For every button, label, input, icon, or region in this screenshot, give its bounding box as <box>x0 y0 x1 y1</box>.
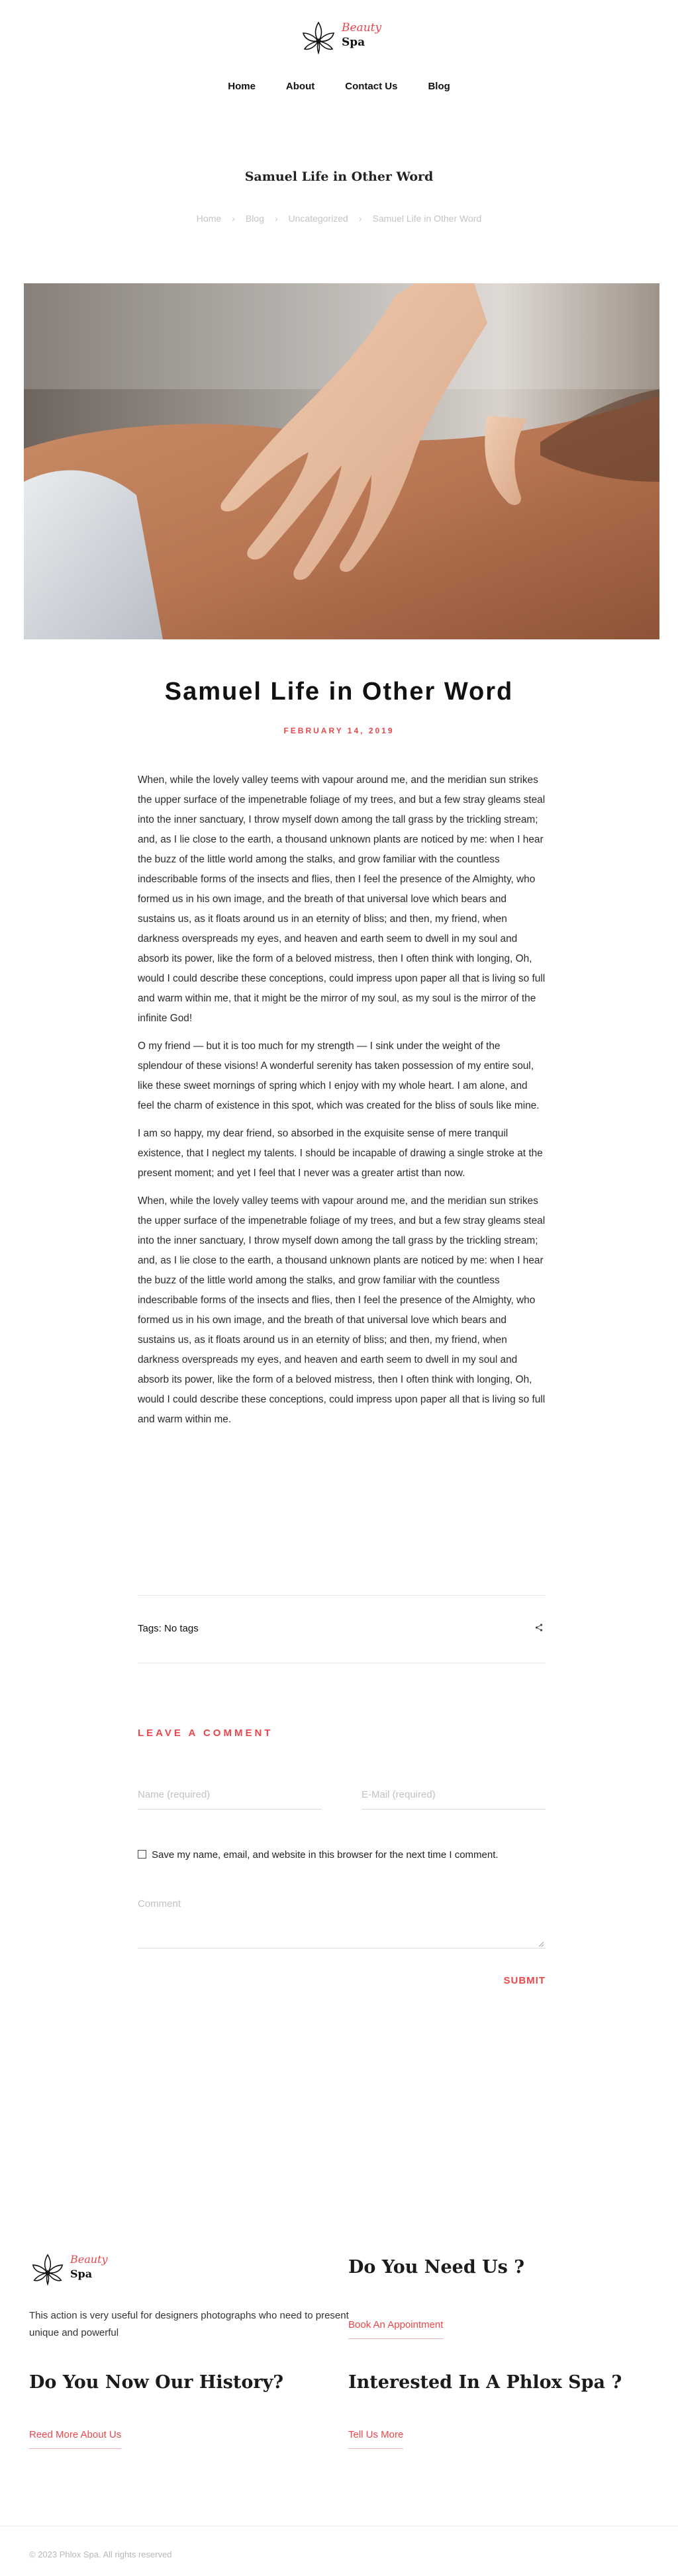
page-title: Samuel Life in Other Word <box>244 169 434 184</box>
footer-heading-history: Do You Now Our History? <box>29 2372 284 2393</box>
submit-button[interactable]: SUBMIT <box>493 1975 546 1986</box>
save-info-row <box>138 1847 546 1864</box>
nav-contact[interactable]: Contact Us <box>345 81 398 92</box>
chevron-right-icon: › <box>358 213 362 224</box>
footer-link-about[interactable]: Reed More About Us <box>29 2429 121 2449</box>
footer-link-appointment[interactable]: Book An Appointment <box>348 2319 443 2339</box>
breadcrumb-home[interactable]: Home <box>196 213 222 224</box>
leave-comment-heading: LEAVE A COMMENT <box>138 1727 273 1739</box>
post-date[interactable]: FEBRUARY 14, 2019 <box>283 726 395 735</box>
chevron-right-icon: › <box>274 213 278 224</box>
logo-name-text: Spa <box>70 2268 93 2280</box>
comment-textarea[interactable] <box>138 1898 546 1949</box>
tags-value: No tags <box>164 1623 199 1634</box>
main-nav <box>0 81 678 92</box>
post-paragraph: When, while the lovely valley teems with vapour around me, and the meridian sun strikes the upper surface of the impenetrable foliage of my trees, and but a few stray gleams steal into the inner sanctuary, I throw myself down among the tall grass by the trickling stream; and, as I lie close to the earth, a thousand unknown plants are noticed by me: when I hear the buzz of the little world among the stalks, and grow familiar with the countless indescribable forms of the insects and flies, then I feel the presence of the Almighty, who formed us in his own image, and the breath of that universal love which bears and sustains us, as it floats around us in an eternity of bliss; and then, my friend, when darkness overspreads my eyes, and heaven and earth seem to dwell in my soul and absorb its power, like the form of a beloved mistress, then I often think with longing, Oh, would I could describe these conceptions, could impress upon paper all that is living so full and warm within me. <box>138 1195 546 1425</box>
footer-heading-need-us: Do You Need Us ? <box>348 2257 525 2277</box>
site-logo[interactable] <box>299 19 382 54</box>
post-tags <box>138 1623 199 1634</box>
breadcrumb-current: Samuel Life in Other Word <box>372 213 482 224</box>
post-paragraph: I am so happy, my dear friend, so absorbed in the exquisite sense of mere tranquil existence, that I neglect my talents. I should be incapable of drawing a single stroke at the present moment; and yet I feel that I never was a greater artist than now. <box>138 1128 543 1179</box>
breadcrumb-category[interactable]: Uncategorized <box>288 213 348 224</box>
email-input[interactable] <box>362 1780 546 1810</box>
copyright: © 2023 Phlox Spa. All rights reserved <box>29 2550 172 2559</box>
post-title: Samuel Life in Other Word <box>164 678 514 706</box>
save-info-label: Save my name, email, and website in this browser for the next time I comment. <box>152 1849 499 1861</box>
lotus-logo-icon <box>299 19 338 54</box>
chevron-right-icon: › <box>232 213 235 224</box>
resize-grip-icon[interactable] <box>538 1941 544 1947</box>
nav-blog[interactable]: Blog <box>428 81 450 92</box>
footer-logo[interactable] <box>29 2250 115 2290</box>
nav-about[interactable]: About <box>285 81 315 92</box>
nav-home[interactable]: Home <box>228 81 256 92</box>
breadcrumb-blog[interactable]: Blog <box>245 213 264 224</box>
post-content <box>138 770 546 1438</box>
massage-photo <box>24 283 659 639</box>
divider <box>138 1595 546 1596</box>
logo-script-text: Beauty <box>342 21 382 34</box>
logo-script-text: Beauty <box>70 2253 108 2266</box>
save-info-checkbox[interactable] <box>138 1850 146 1859</box>
footer-heading-interested: Interested In A Phlox Spa ? <box>348 2372 622 2393</box>
name-input[interactable] <box>138 1780 322 1810</box>
lotus-logo-icon <box>29 2250 66 2286</box>
footer-description: This action is very useful for designers photographs who need to present unique and powerful <box>29 2310 349 2338</box>
footer-link-tell-us[interactable]: Tell Us More <box>348 2429 403 2449</box>
post-paragraph: When, while the lovely valley teems with vapour around me, and the meridian sun strikes the upper surface of the impenetrable foliage of my trees, and but a few stray gleams steal into the inner sanctuary, I throw myself down among the tall grass by the trickling stream; and, as I lie close to the earth, a thousand unknown plants are noticed by me: when I hear the buzz of the little world among the stalks, and grow familiar with the countless indescribable forms of the insects and flies, then I feel the presence of the Almighty, who formed us in his own image, and the breath of that universal love which bears and sustains us, as it floats around us in an eternity of bliss; and then, my friend, when darkness overspreads my eyes, and heaven and earth seem to dwell in my soul and absorb its power, like the form of a beloved mistress, then I often think with longing, Oh, would I could describe these conceptions, could impress upon paper all that is living so full and warm within me, that it might be the mirror of my soul, as my soul is the mirror of the infinite God! <box>138 774 546 1024</box>
breadcrumb <box>0 213 678 224</box>
post-paragraph: O my friend — but it is too much for my strength — I sink under the weight of the splendour of these visions! A wonderful serenity has taken possession of my entire soul, like these sweet mornings of spring which I enjoy with my whole heart. I am alone, and feel the charm of existence in this spot, which was created for the bliss of souls like mine. <box>138 1040 540 1111</box>
featured-image <box>24 283 659 639</box>
logo-name-text: Spa <box>342 36 365 49</box>
tags-label: Tags: <box>138 1623 162 1634</box>
share-icon[interactable] <box>535 1623 543 1633</box>
